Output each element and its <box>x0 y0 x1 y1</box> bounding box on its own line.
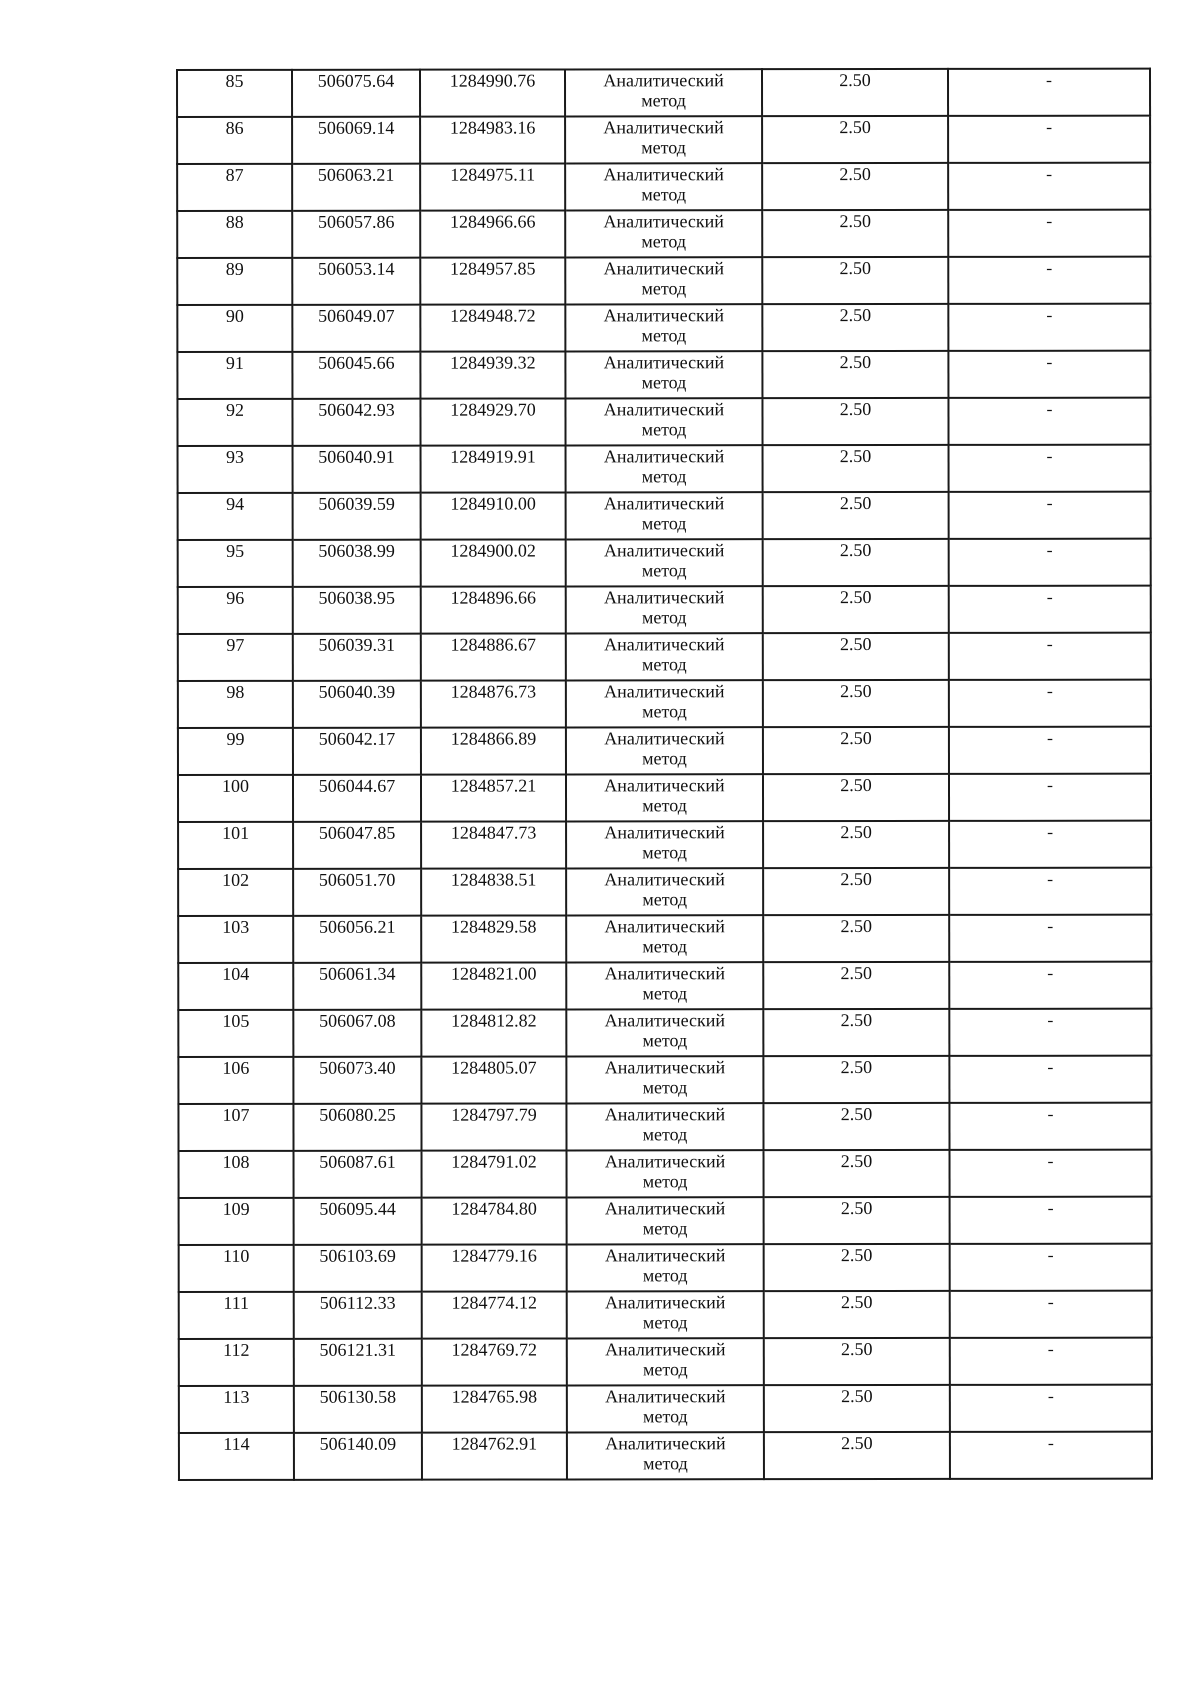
accuracy-cell: 2.50 <box>763 539 949 586</box>
y-coordinate-cell: 1284886.67 <box>421 633 566 680</box>
y-coordinate-cell: 1284983.16 <box>420 116 565 163</box>
method-text-line2: метод <box>642 1265 688 1286</box>
point-number-cell: 114 <box>179 1433 294 1480</box>
table-row <box>179 1432 1152 1480</box>
method-text-line2: метод <box>642 1171 688 1192</box>
y-coordinate-cell: 1284990.76 <box>420 69 565 116</box>
table-row <box>178 586 1151 634</box>
y-coordinate-cell: 1284948.72 <box>420 304 565 351</box>
point-number-cell: 100 <box>178 775 293 822</box>
y-coordinate-cell: 1284821.00 <box>421 962 566 1009</box>
note-cell: - <box>949 821 1151 868</box>
note-cell: - <box>949 492 1151 539</box>
point-number-cell: 99 <box>178 728 293 775</box>
y-coordinate-cell: 1284966.66 <box>420 210 565 257</box>
method-cell <box>565 304 762 351</box>
y-coordinate-cell: 1284797.79 <box>421 1103 566 1150</box>
x-coordinate-cell: 506042.93 <box>292 399 420 446</box>
note-cell: - <box>949 774 1151 821</box>
x-coordinate-cell: 506038.99 <box>293 540 421 587</box>
method-cell <box>567 1291 764 1338</box>
y-coordinate-cell: 1284975.11 <box>420 163 565 210</box>
table-row <box>178 1056 1151 1104</box>
y-coordinate-cell: 1284812.82 <box>421 1009 566 1056</box>
y-coordinate-cell: 1284791.02 <box>422 1150 567 1197</box>
note-cell: - <box>948 398 1150 445</box>
method-cell <box>566 868 763 915</box>
method-cell <box>566 539 763 586</box>
note-cell: - <box>949 1056 1151 1103</box>
method-text-line2: метод <box>641 325 687 346</box>
x-coordinate-cell: 506042.17 <box>293 728 421 775</box>
method-cell <box>567 1385 764 1432</box>
point-number-cell: 87 <box>177 164 292 211</box>
method-text-line2: метод <box>641 466 687 487</box>
point-number-cell: 102 <box>178 869 293 916</box>
y-coordinate-cell: 1284805.07 <box>421 1056 566 1103</box>
method-cell <box>567 1244 764 1291</box>
method-text-line1: Аналитический <box>604 728 725 749</box>
x-coordinate-cell: 506040.91 <box>293 446 421 493</box>
point-number-cell: 101 <box>178 822 293 869</box>
table-row <box>177 163 1150 211</box>
accuracy-cell: 2.50 <box>762 257 948 304</box>
method-text-line2: метод <box>642 983 688 1004</box>
x-coordinate-cell: 506075.64 <box>292 70 420 117</box>
method-text-line2: метод <box>641 419 687 440</box>
note-cell: - <box>950 1244 1152 1291</box>
note-cell: - <box>949 633 1151 680</box>
method-text-line1: Аналитический <box>605 1339 726 1360</box>
y-coordinate-cell: 1284784.80 <box>422 1197 567 1244</box>
accuracy-cell: 2.50 <box>763 1056 949 1103</box>
accuracy-cell: 2.50 <box>764 1244 950 1291</box>
point-number-cell: 106 <box>178 1057 293 1104</box>
point-number-cell: 109 <box>179 1198 294 1245</box>
y-coordinate-cell: 1284896.66 <box>421 586 566 633</box>
method-cell <box>566 586 763 633</box>
note-cell: - <box>948 304 1150 351</box>
point-number-cell: 112 <box>179 1339 294 1386</box>
x-coordinate-cell: 506121.31 <box>294 1339 422 1386</box>
method-text-line2: метод <box>641 372 687 393</box>
method-text-line2: метод <box>642 1124 688 1145</box>
note-cell: - <box>950 1291 1152 1338</box>
method-text-line2: метод <box>642 1218 688 1239</box>
point-number-cell: 93 <box>178 446 293 493</box>
method-text-line2: метод <box>642 1359 688 1380</box>
table-row <box>177 69 1150 117</box>
note-cell: - <box>949 586 1151 633</box>
method-text-line2: метод <box>642 701 687 722</box>
method-text-line1: Аналитический <box>603 305 725 326</box>
accuracy-cell: 2.50 <box>763 1103 949 1150</box>
table-row <box>177 210 1150 258</box>
y-coordinate-cell: 1284774.12 <box>422 1291 567 1338</box>
point-number-cell: 103 <box>178 916 293 963</box>
method-text-line1: Аналитический <box>605 1292 726 1313</box>
table-row <box>177 304 1150 352</box>
note-cell: - <box>949 1103 1151 1150</box>
point-number-cell: 111 <box>179 1292 294 1339</box>
table-row <box>178 445 1151 493</box>
accuracy-cell: 2.50 <box>763 1009 949 1056</box>
method-cell <box>565 163 762 210</box>
method-cell <box>567 1432 764 1479</box>
accuracy-cell: 2.50 <box>763 821 949 868</box>
point-number-cell: 86 <box>177 117 292 164</box>
table-row <box>178 492 1151 540</box>
note-cell: - <box>948 163 1150 210</box>
method-text-line1: Аналитический <box>603 164 724 185</box>
method-text-line1: Аналитический <box>604 1104 726 1125</box>
point-number-cell: 85 <box>177 70 292 117</box>
note-cell: - <box>950 1432 1152 1479</box>
accuracy-cell: 2.50 <box>763 774 949 821</box>
point-number-cell: 97 <box>178 634 293 681</box>
note-cell: - <box>950 1338 1152 1385</box>
note-cell: - <box>949 868 1151 915</box>
table-row <box>179 1197 1152 1245</box>
method-text-line1: Аналитический <box>604 1010 726 1031</box>
method-cell <box>565 210 762 257</box>
method-text-line2: метод <box>641 90 686 111</box>
point-number-cell: 91 <box>177 352 292 399</box>
y-coordinate-cell: 1284829.58 <box>421 915 566 962</box>
method-text-line1: Аналитический <box>604 587 725 608</box>
accuracy-cell: 2.50 <box>762 69 948 116</box>
method-text-line2: метод <box>642 842 687 863</box>
note-cell: - <box>949 962 1151 1009</box>
table-row <box>179 1338 1152 1386</box>
point-number-cell: 110 <box>179 1245 294 1292</box>
table-row <box>178 680 1151 728</box>
point-number-cell: 96 <box>178 587 293 634</box>
x-coordinate-cell: 506095.44 <box>294 1198 422 1245</box>
method-text-line1: Аналитический <box>603 399 725 420</box>
table-row <box>179 1385 1152 1433</box>
x-coordinate-cell: 506087.61 <box>294 1151 422 1198</box>
method-text-line1: Аналитический <box>604 822 725 843</box>
method-text-line1: Аналитический <box>604 775 725 796</box>
method-text-line1: Аналитический <box>603 540 725 561</box>
x-coordinate-cell: 506051.70 <box>293 869 421 916</box>
accuracy-cell: 2.50 <box>763 633 949 680</box>
y-coordinate-cell: 1284929.70 <box>420 398 565 445</box>
x-coordinate-cell: 506073.40 <box>293 1057 421 1104</box>
method-cell <box>566 680 763 727</box>
x-coordinate-cell: 506039.31 <box>293 634 421 681</box>
note-cell: - <box>949 539 1151 586</box>
x-coordinate-cell: 506049.07 <box>292 305 420 352</box>
x-coordinate-cell: 506044.67 <box>293 775 421 822</box>
method-text-line2: метод <box>642 889 688 910</box>
accuracy-cell: 2.50 <box>764 1197 950 1244</box>
point-number-cell: 89 <box>177 258 292 305</box>
y-coordinate-cell: 1284762.91 <box>422 1432 567 1479</box>
y-coordinate-cell: 1284847.73 <box>421 821 566 868</box>
table-row <box>177 398 1150 446</box>
x-coordinate-cell: 506053.14 <box>292 258 420 305</box>
accuracy-cell: 2.50 <box>763 727 949 774</box>
accuracy-cell: 2.50 <box>762 304 948 351</box>
method-text-line1: Аналитический <box>604 916 725 937</box>
method-text-line2: метод <box>641 607 687 628</box>
accuracy-cell: 2.50 <box>762 398 948 445</box>
note-cell: - <box>950 1197 1152 1244</box>
method-cell <box>566 1009 763 1056</box>
coordinates-table <box>176 68 1153 1481</box>
x-coordinate-cell: 506056.21 <box>293 916 421 963</box>
method-cell <box>565 116 762 163</box>
accuracy-cell: 2.50 <box>764 1338 950 1385</box>
method-text-line1: Аналитический <box>604 1151 726 1172</box>
method-cell <box>566 633 763 680</box>
x-coordinate-cell: 506112.33 <box>294 1292 422 1339</box>
accuracy-cell: 2.50 <box>763 915 949 962</box>
method-cell <box>566 915 763 962</box>
y-coordinate-cell: 1284866.89 <box>421 727 566 774</box>
method-text-line2: метод <box>642 748 687 769</box>
y-coordinate-cell: 1284769.72 <box>422 1338 567 1385</box>
x-coordinate-cell: 506103.69 <box>294 1245 422 1292</box>
x-coordinate-cell: 506057.86 <box>292 211 420 258</box>
method-text-line2: метод <box>641 513 687 534</box>
method-text-line1: Аналитический <box>604 963 725 984</box>
note-cell: - <box>948 116 1150 163</box>
x-coordinate-cell: 506061.34 <box>293 963 421 1010</box>
method-text-line1: Аналитический <box>603 70 724 91</box>
x-coordinate-cell: 506038.95 <box>293 587 421 634</box>
y-coordinate-cell: 1284857.21 <box>421 774 566 821</box>
method-text-line2: метод <box>641 137 686 158</box>
table-row <box>178 1009 1151 1057</box>
method-text-line1: Аналитический <box>604 681 725 702</box>
table-row <box>178 915 1151 963</box>
method-cell <box>566 962 763 1009</box>
note-cell: - <box>949 1009 1151 1056</box>
note-cell: - <box>949 727 1151 774</box>
point-number-cell: 104 <box>178 963 293 1010</box>
method-text-line1: Аналитический <box>604 1057 726 1078</box>
method-cell <box>565 69 762 116</box>
table-row <box>177 351 1150 399</box>
y-coordinate-cell: 1284876.73 <box>421 680 566 727</box>
table-row <box>178 1103 1151 1151</box>
method-cell <box>567 1150 764 1197</box>
method-text-line1: Аналитический <box>603 446 725 467</box>
table-row <box>178 962 1151 1010</box>
method-text-line2: метод <box>642 1030 688 1051</box>
accuracy-cell: 2.50 <box>762 210 948 257</box>
method-text-line1: Аналитический <box>603 493 725 514</box>
method-text-line1: Аналитический <box>603 211 724 232</box>
table-row <box>178 868 1151 916</box>
method-text-line2: метод <box>642 936 688 957</box>
table-row <box>179 1291 1152 1339</box>
point-number-cell: 98 <box>178 681 293 728</box>
y-coordinate-cell: 1284900.02 <box>421 539 566 586</box>
y-coordinate-cell: 1284910.00 <box>421 492 566 539</box>
note-cell: - <box>948 351 1150 398</box>
point-number-cell: 92 <box>177 399 292 446</box>
table-row <box>177 257 1150 305</box>
accuracy-cell: 2.50 <box>764 1385 950 1432</box>
method-text-line1: Аналитический <box>604 1198 726 1219</box>
accuracy-cell: 2.50 <box>764 1150 950 1197</box>
note-cell: - <box>949 680 1151 727</box>
accuracy-cell: 2.50 <box>763 868 949 915</box>
x-coordinate-cell: 506039.59 <box>293 493 421 540</box>
accuracy-cell: 2.50 <box>763 492 949 539</box>
method-cell <box>566 492 763 539</box>
point-number-cell: 107 <box>178 1104 293 1151</box>
method-text-line1: Аналитический <box>605 1433 726 1454</box>
y-coordinate-cell: 1284838.51 <box>421 868 566 915</box>
x-coordinate-cell: 506140.09 <box>294 1433 422 1480</box>
y-coordinate-cell: 1284919.91 <box>421 445 566 492</box>
method-text-line2: метод <box>642 1077 688 1098</box>
method-text-line2: метод <box>642 1312 688 1333</box>
x-coordinate-cell: 506047.85 <box>293 822 421 869</box>
y-coordinate-cell: 1284779.16 <box>422 1244 567 1291</box>
method-text-line2: метод <box>641 231 687 252</box>
method-text-line1: Аналитический <box>603 258 724 279</box>
point-number-cell: 95 <box>178 540 293 587</box>
y-coordinate-cell: 1284957.85 <box>420 257 565 304</box>
point-number-cell: 94 <box>178 493 293 540</box>
point-number-cell: 105 <box>178 1010 293 1057</box>
table-row <box>178 633 1151 681</box>
method-text-line1: Аналитический <box>603 352 725 373</box>
accuracy-cell: 2.50 <box>763 445 949 492</box>
point-number-cell: 88 <box>177 211 292 258</box>
method-cell <box>566 1103 763 1150</box>
y-coordinate-cell: 1284939.32 <box>420 351 565 398</box>
accuracy-cell: 2.50 <box>762 163 948 210</box>
method-cell <box>566 445 763 492</box>
method-text-line1: Аналитический <box>603 117 724 138</box>
method-cell <box>566 774 763 821</box>
note-cell: - <box>948 257 1150 304</box>
accuracy-cell: 2.50 <box>762 116 948 163</box>
table-row <box>177 116 1150 164</box>
method-text-line2: метод <box>643 1406 688 1427</box>
x-coordinate-cell: 506080.25 <box>293 1104 421 1151</box>
method-cell <box>565 398 762 445</box>
note-cell: - <box>950 1385 1152 1432</box>
x-coordinate-cell: 506069.14 <box>292 117 420 164</box>
method-cell <box>565 257 762 304</box>
method-text-line1: Аналитический <box>604 869 725 890</box>
table-row <box>178 774 1151 822</box>
x-coordinate-cell: 506045.66 <box>292 352 420 399</box>
accuracy-cell: 2.50 <box>764 1291 950 1338</box>
accuracy-cell: 2.50 <box>763 586 949 633</box>
note-cell: - <box>948 69 1150 116</box>
point-number-cell: 113 <box>179 1386 294 1433</box>
accuracy-cell: 2.50 <box>763 962 949 1009</box>
method-text-line2: метод <box>642 795 687 816</box>
point-number-cell: 90 <box>177 305 292 352</box>
x-coordinate-cell: 506067.08 <box>293 1010 421 1057</box>
x-coordinate-cell: 506063.21 <box>292 164 420 211</box>
note-cell: - <box>949 915 1151 962</box>
accuracy-cell: 2.50 <box>763 680 949 727</box>
method-text-line1: Аналитический <box>605 1386 726 1407</box>
accuracy-cell: 2.50 <box>762 351 948 398</box>
method-text-line2: метод <box>643 1453 688 1474</box>
coordinates-table-body <box>177 69 1152 1480</box>
table-row <box>178 539 1151 587</box>
note-cell: - <box>949 445 1151 492</box>
method-cell <box>565 351 762 398</box>
table-row <box>179 1244 1152 1292</box>
method-cell <box>567 1197 764 1244</box>
note-cell: - <box>950 1150 1152 1197</box>
x-coordinate-cell: 506040.39 <box>293 681 421 728</box>
method-text-line1: Аналитический <box>604 1245 726 1266</box>
method-cell <box>566 821 763 868</box>
note-cell: - <box>948 210 1150 257</box>
method-cell <box>566 1056 763 1103</box>
method-text-line2: метод <box>641 654 687 675</box>
accuracy-cell: 2.50 <box>764 1432 950 1479</box>
method-text-line2: метод <box>641 184 687 205</box>
table-row <box>178 727 1151 775</box>
y-coordinate-cell: 1284765.98 <box>422 1385 567 1432</box>
table-row <box>179 1150 1152 1198</box>
x-coordinate-cell: 506130.58 <box>294 1386 422 1433</box>
point-number-cell: 108 <box>179 1151 294 1198</box>
table-row <box>178 821 1151 869</box>
method-cell <box>566 727 763 774</box>
method-text-line2: метод <box>641 278 687 299</box>
method-text-line2: метод <box>641 560 687 581</box>
method-text-line1: Аналитический <box>604 634 725 655</box>
method-cell <box>567 1338 764 1385</box>
